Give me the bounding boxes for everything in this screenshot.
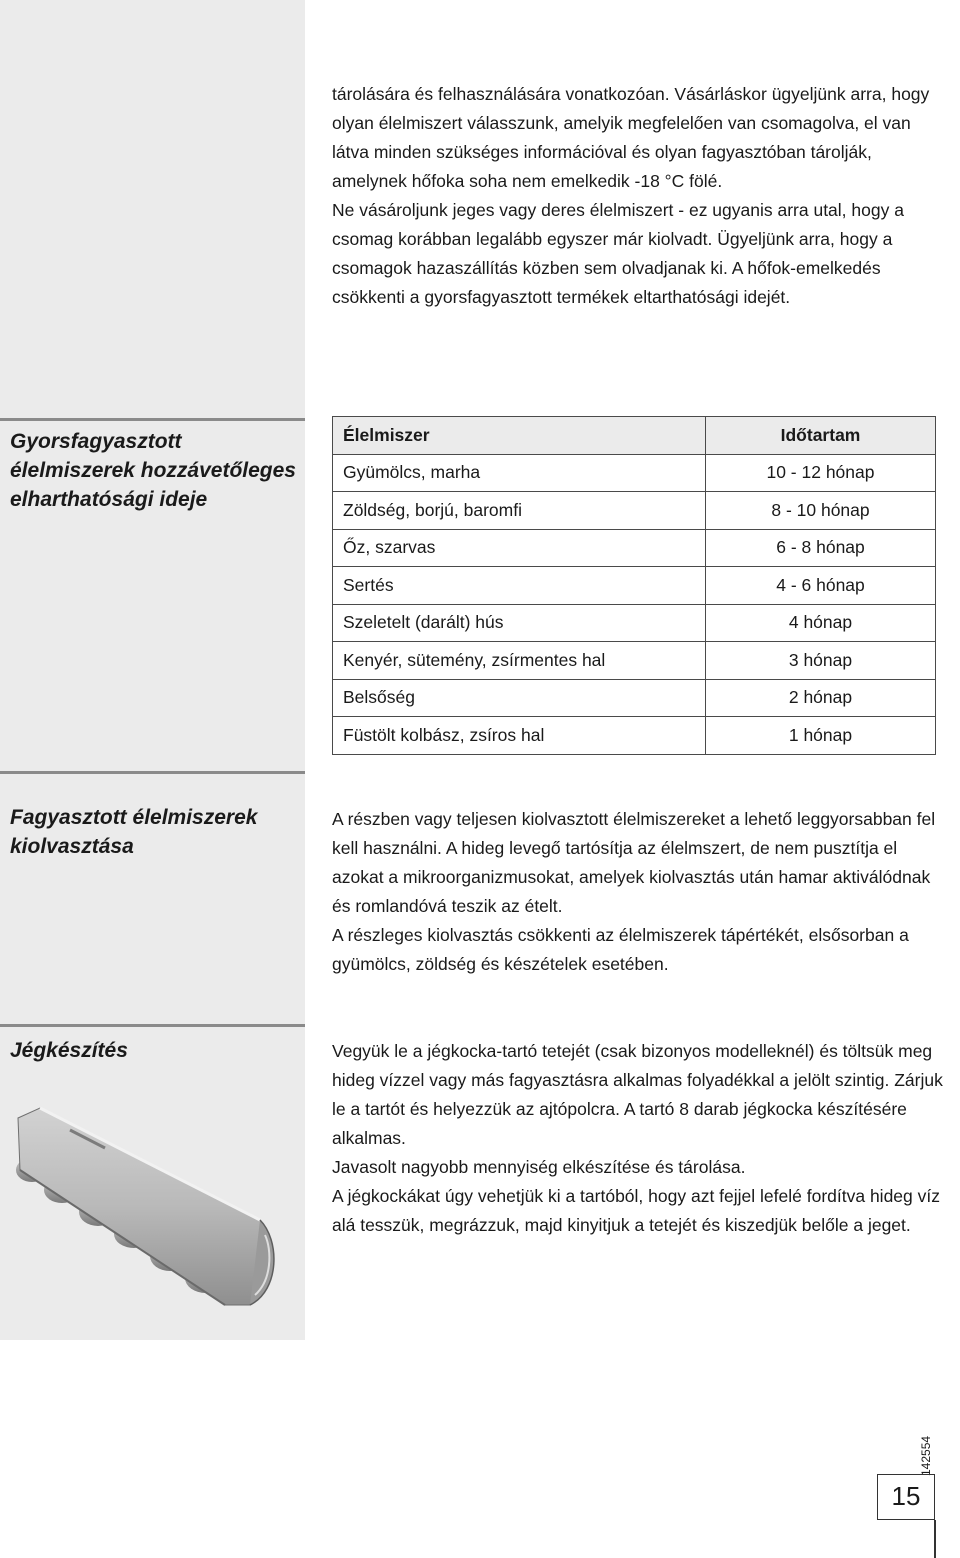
table-row bbox=[333, 454, 936, 492]
table-cell-food: Zöldség, borjú, baromfi bbox=[333, 492, 706, 530]
table-cell-duration: 10 - 12 hónap bbox=[706, 454, 936, 492]
table-cell-food: Belsőség bbox=[333, 679, 706, 717]
ice-text bbox=[332, 1037, 944, 1240]
table-row bbox=[333, 529, 936, 567]
table-cell-duration: 4 hónap bbox=[706, 604, 936, 642]
intro-paragraph-1: tárolására és felhasználására vonatkozóan. Vásárláskor ügyeljünk arra, hogy olyan élelmiszert válasszunk, amelyik megfelelően van csomagolva, el van látva minden szükséges információval és olyan fagyasztóban tárolják, amelynek hőfoka soha nem emelkedik -18 °C fölé. bbox=[332, 84, 930, 191]
table-row bbox=[333, 642, 936, 680]
page-number: 15 bbox=[877, 1474, 935, 1520]
table-cell-duration: 1 hónap bbox=[706, 717, 936, 755]
table-cell-duration: 3 hónap bbox=[706, 642, 936, 680]
thawing-section-rule bbox=[0, 771, 305, 774]
thawing-section-title: Fagyasztott élelmiszerek kiolvasztása bbox=[10, 806, 258, 858]
table-cell-food: Füstölt kolbász, zsíros hal bbox=[333, 717, 706, 755]
table-row bbox=[333, 567, 936, 605]
ice-paragraph-1: Vegyük le a jégkocka-tartó tetejét (csak bizonyos modelleknél) és töltsük meg hideg vízzel vagy más fagyasztásra alkalmas folyadékkal a jelölt szintig. Zárjuk le a tartót és helyezzük az ajtópolcra. A tartó 8 darab jégkocka készítésére alkalmas. bbox=[332, 1041, 943, 1148]
ice-section-title: Jégkészítés bbox=[10, 1039, 128, 1062]
storage-section-rule bbox=[0, 418, 305, 421]
thawing-text bbox=[332, 805, 944, 979]
intro-text bbox=[332, 80, 944, 312]
table-cell-duration: 4 - 6 hónap bbox=[706, 567, 936, 605]
thawing-paragraph-2: A részleges kiolvasztás csökkenti az élelmiszerek tápértékét, elsősorban a gyümölcs, zöldség és készételek esetében. bbox=[332, 925, 909, 974]
table-header-row bbox=[333, 417, 936, 455]
ice-paragraph-3: A jégkockákat úgy vehetjük ki a tartóból, hogy azt fejjel lefelé fordítva hideg víz alá tesszük, megrázzuk, majd kinyitjuk a tetejét és kiszedjük belőle a jeget. bbox=[332, 1186, 940, 1235]
table-cell-duration: 6 - 8 hónap bbox=[706, 529, 936, 567]
table-row bbox=[333, 717, 936, 755]
ice-cube-tray-image bbox=[10, 1100, 300, 1330]
ice-paragraph-2: Javasolt nagyobb mennyiség elkészítése és tárolása. bbox=[332, 1157, 746, 1177]
table-header-food: Élelmiszer bbox=[333, 417, 706, 455]
intro-paragraph-2: Ne vásároljunk jeges vagy deres élelmiszert - ez ugyanis arra utal, hogy a csomag korábban legalább egyszer már kiolvadt. Ügyeljünk arra, hogy a csomagok hazaszállítás közben sem olvadjanak ki. A hőfok-emelkedés csökkenti a gyorsfagyasztott termékek eltarthatósági idejét. bbox=[332, 200, 904, 307]
ice-section-rule bbox=[0, 1024, 305, 1027]
storage-time-table bbox=[332, 416, 936, 755]
thawing-paragraph-1: A részben vagy teljesen kiolvasztott élelmiszereket a lehető leggyorsabban fel kell használni. A hideg levegő tartósítja az élelmszert, de nem pusztítja el azokat a mikroorganizmusokat, amelyek kiolvasztás után hamar aktiválódnak és romlandóvá teszik az ételt. bbox=[332, 809, 936, 916]
table-header-duration: Időtartam bbox=[706, 417, 936, 455]
storage-section-title: Gyorsfagyasztott élelmiszerek hozzávetőleges elharthatósági ideje bbox=[10, 430, 296, 511]
table-cell-duration: 8 - 10 hónap bbox=[706, 492, 936, 530]
table-row bbox=[333, 492, 936, 530]
table-cell-food: Sertés bbox=[333, 567, 706, 605]
table-row bbox=[333, 604, 936, 642]
table-cell-food: Gyümölcs, marha bbox=[333, 454, 706, 492]
table-cell-food: Szeletelt (darált) hús bbox=[333, 604, 706, 642]
page-number-rule bbox=[934, 1520, 936, 1558]
left-margin-column-bottom bbox=[0, 1340, 305, 1558]
table-cell-food: Őz, szarvas bbox=[333, 529, 706, 567]
table-cell-food: Kenyér, sütemény, zsírmentes hal bbox=[333, 642, 706, 680]
table-cell-duration: 2 hónap bbox=[706, 679, 936, 717]
table-row bbox=[333, 679, 936, 717]
document-code: 142554 bbox=[919, 1435, 933, 1476]
